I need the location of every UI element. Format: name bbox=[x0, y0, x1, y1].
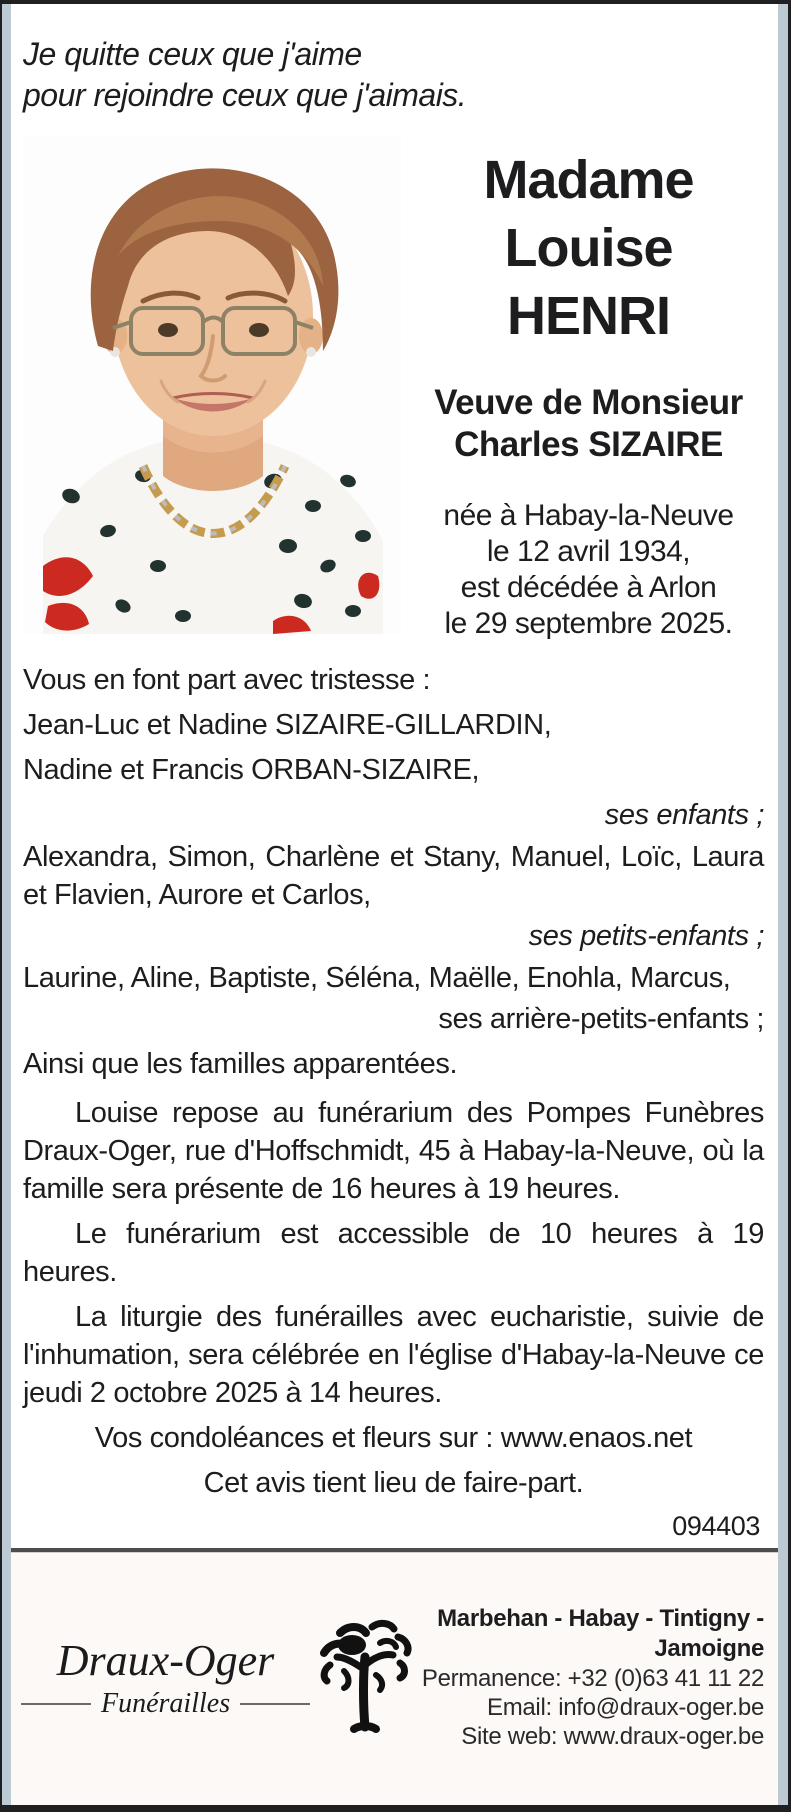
birth-death-info bbox=[409, 498, 768, 642]
repose-paragraph: Louise repose au funérarium des Pompes Funèbres Draux-Oger, rue d'Hoffschmidt, 45 à Habay-la-Neuve, où la famille sera présente de 16 heures à 19 heures. bbox=[23, 1097, 764, 1205]
page-inner bbox=[2, 4, 788, 1805]
reference-number: 094403 bbox=[672, 1511, 760, 1541]
header-row bbox=[11, 136, 778, 642]
children-label: ses enfants ; bbox=[604, 799, 764, 831]
grandchildren-names: Alexandra, Simon, Charlène et Stany, Manuel, Loïc, Laura et Flavien, Aurore et Carlos, bbox=[23, 841, 764, 911]
death-place: est décédée à Arlon bbox=[460, 571, 717, 604]
right-dash-ornament bbox=[240, 1703, 310, 1705]
birth-date: le 12 avril 1934, bbox=[486, 535, 691, 568]
deceased-name bbox=[409, 146, 768, 350]
identity-block bbox=[401, 136, 778, 642]
tree-icon bbox=[310, 1615, 420, 1740]
great-grandchildren-label: ses arrière-petits-enfants ; bbox=[438, 1003, 764, 1035]
quote-line-1: Je quitte ceux que j'aime bbox=[23, 36, 362, 72]
liturgy-paragraph: La liturgie des funérailles avec eucharistie, suivie de l'inhumation, sera célébrée en l'église d'Habay-la-Neuve ce jeudi 2 octobre 2025 à 14 heures. bbox=[23, 1301, 764, 1409]
phone-line: Permanence: +32 (0)63 41 11 22 bbox=[421, 1664, 764, 1692]
portrait-photo bbox=[23, 136, 401, 634]
families-line: Ainsi que les familles apparentées. bbox=[23, 1048, 458, 1080]
condolences-line: Vos condoléances et fleurs sur : www.enaos.net bbox=[94, 1422, 693, 1454]
opening-quote bbox=[11, 4, 778, 116]
email-line: Email: info@draux-oger.be bbox=[486, 1693, 764, 1721]
intro-line: Vous en font part avec tristesse : bbox=[23, 664, 431, 696]
locations-line: Marbehan - Habay - Tintigny - Jamoigne bbox=[437, 1604, 764, 1662]
funeral-home-brand bbox=[21, 1635, 310, 1720]
portrait-illustration bbox=[23, 136, 401, 634]
deceased-firstname: Louise bbox=[504, 218, 673, 278]
faire-part-notice: Cet avis tient lieu de faire-part. bbox=[203, 1467, 584, 1499]
website-line: Site web: www.draux-oger.be bbox=[461, 1722, 764, 1750]
great-grandchildren-names: Laurine, Aline, Baptiste, Séléna, Maëlle, Enohla, Marcus, bbox=[23, 962, 731, 994]
children-name-2: Nadine et Francis ORBAN-SIZAIRE, bbox=[23, 754, 480, 786]
brand-name: Draux-Oger bbox=[56, 1635, 275, 1685]
grandchildren-label: ses petits-enfants ; bbox=[528, 920, 764, 952]
quote-line-2: pour rejoindre ceux que j'aimais. bbox=[23, 77, 467, 113]
deceased-lastname: HENRI bbox=[506, 286, 670, 346]
funerarium-hours-paragraph: Le funérarium est accessible de 10 heures à 19 heures. bbox=[23, 1218, 764, 1288]
left-dash-ornament bbox=[21, 1703, 91, 1705]
footer-contact-block bbox=[420, 1604, 768, 1751]
funeral-home-footer bbox=[11, 1553, 778, 1805]
widow-of: Veuve de Monsieur Charles SIZAIRE bbox=[434, 383, 743, 464]
announcement-body bbox=[11, 658, 778, 1546]
brand-subtitle: Funérailles bbox=[101, 1687, 231, 1719]
deceased-title: Madame bbox=[483, 150, 694, 210]
death-date: le 29 septembre 2025. bbox=[444, 607, 733, 640]
birth-place: née à Habay-la-Neuve bbox=[443, 499, 734, 532]
brand-subtitle-row bbox=[21, 1688, 310, 1720]
children-name-1: Jean-Luc et Nadine SIZAIRE-GILLARDIN, bbox=[23, 709, 552, 741]
